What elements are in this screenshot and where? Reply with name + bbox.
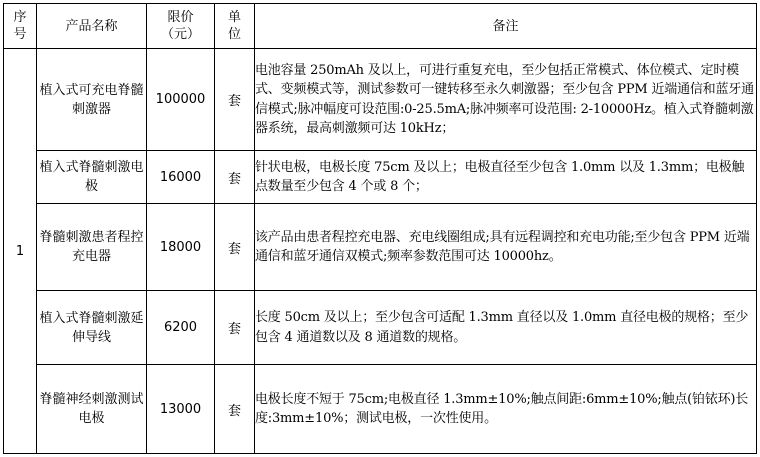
price-cell: 100000 [147,49,215,151]
product-name-cell: 植入式脊髓刺激电极 [37,151,147,204]
table-row [4,291,757,365]
header-unit-text: 单位 [227,10,241,42]
unit-cell: 套 [215,49,255,151]
product-name-cell: 脊髓刺激患者程控充电器 [37,204,147,291]
note-cell: 电极长度不短于 75cm;电极直径 1.3mm±10%;触点间距:6mm±10%;触点(铂铱环)长度:3mm±10%；测试电极，一次性使用。 [255,365,757,454]
note-cell: 该产品由患者程控充电器、充电线圈组成;具有远程调控和充电功能;至少包含 PPM 近端通信和蓝牙通信双模式;频率参数范围可达 10000hz。 [255,204,757,291]
header-note: 备注 [255,4,757,49]
unit-cell: 套 [215,151,255,204]
table-row [4,365,757,454]
product-name-cell: 植入式脊髓刺激延伸导线 [37,291,147,365]
unit-cell: 套 [215,204,255,291]
product-price-table [3,3,757,454]
unit-cell: 套 [215,291,255,365]
price-cell: 13000 [147,365,215,454]
header-price-text: 限价（元） [160,10,200,42]
price-cell: 16000 [147,151,215,204]
product-name-cell: 脊髓神经刺激测试电极 [37,365,147,454]
price-cell: 18000 [147,204,215,291]
header-index-text: 序号 [13,10,27,42]
table-row [4,151,757,204]
group-index-cell: 1 [4,49,37,454]
table-header-row [4,4,757,49]
header-index [4,4,37,49]
price-cell: 6200 [147,291,215,365]
unit-cell: 套 [215,365,255,454]
note-cell: 针状电极，电极长度 75cm 及以上；电极直径至少包含 1.0mm 以及 1.3mm；电极触点数量至少包含 4 个或 8 个； [255,151,757,204]
product-name-cell: 植入式可充电脊髓刺激器 [37,49,147,151]
note-cell: 长度 50cm 及以上；至少包含可适配 1.3mm 直径以及 1.0mm 直径电极的规格；至少包含 4 通道数以及 8 通道数的规格。 [255,291,757,365]
table-row [4,49,757,151]
table-row [4,204,757,291]
header-price [147,4,215,49]
header-unit [215,4,255,49]
header-product-name: 产品名称 [37,4,147,49]
note-cell: 电池容量 250mAh 及以上，可进行重复充电，至少包括正常模式、体位模式、定时模式、变频模式等，测试参数可一键转移至永久刺激器；至少包含 PPM 近端通信和蓝牙通信模式;脉冲幅度可设范围:0-25.5mA;脉冲频率可设范围: 2-10000Hz。植入式脊髓刺激器系统，最高刺激频可达 10kHz； [255,49,757,151]
